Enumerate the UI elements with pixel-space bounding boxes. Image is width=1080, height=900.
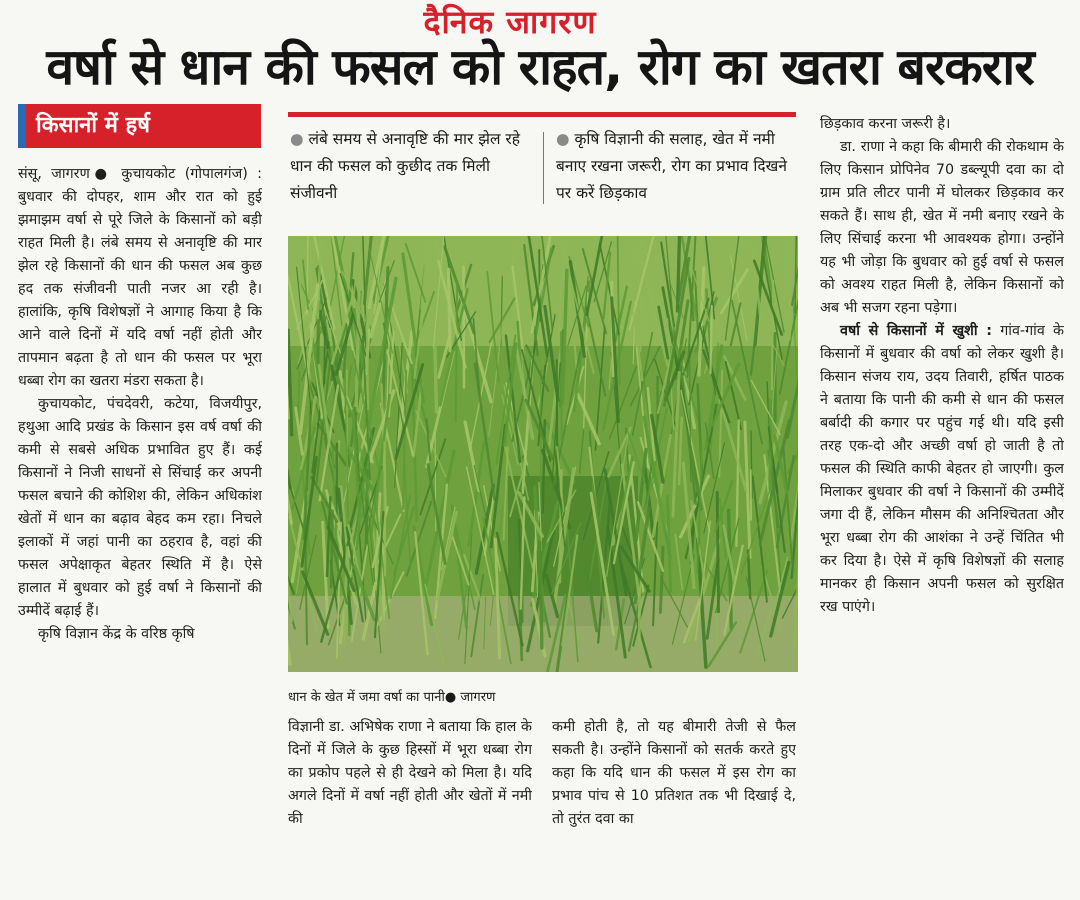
subheading: वर्षा से किसानों में खुशी :	[840, 323, 992, 339]
article-column-2	[288, 716, 532, 898]
article-paragraph: डा. राणा ने कहा कि बीमारी की रोकथाम के लिए किसान प्रोपिनेव 70 डब्ल्यूपी दवा का दो ग्राम प्रति लीटर पानी में घोलकर छिड़काव कर सकते हैं। साथ ही, खेत में नमी बनाए रखने के लिए सिंचाई करना भी आवश्यक होगा। उन्होंने यह भी जोड़ा कि बुधवार को हुई वर्षा से फसल को अवश्य राहत मिली है, लेकिन किसानों को अब भी सजग रहना पड़ेगा।	[820, 139, 1064, 316]
caption-text: धान के खेत में जमा वर्षा का पानी	[288, 690, 445, 705]
article-paragraph	[820, 320, 1064, 619]
caption-bullet-icon: ●	[444, 690, 457, 705]
article-paragraph: संसू, जागरण● कुचायकोट (गोपालगंज) : बुधवार की दोपहर, शाम और रात को हुई झमाझम वर्षा से पूरे जिले के किसानों को बड़ी राहत मिली है। लंबे समय से अनावृष्टि की मार झेल रहे किसानों की धान की फसल अब कुछ हद तक संजीवनी पाती नजर आ रही है। हालांकि, कृषि विशेषज्ञों ने आगाह किया है कि आने वाले दिनों में यदि वर्षा नहीं होती और तापमान बढ़ता है तो धान की फसल पर भूरा धब्बा रोग का खतरा मंडरा सकता है।	[18, 166, 262, 389]
highlight-box-2	[556, 126, 794, 207]
subheading-body: गांव-गांव के किसानों में बुधवार की वर्षा को लेकर खुशी है। किसान संजय राय, उदय तिवारी, हर्षित पाठक ने बताया कि पानी की कमी से धान की फसल बर्बादी की कगार पर पहुंच गई थी। यदि इसी तरह एक-दो और अच्छी वर्षा हो जाती है तो फसल की स्थिति काफी बेहतर हो जाएगी। कुल मिलाकर बुधवार की वर्षा ने किसानों की उम्मीदें जगा दी हैं, लेकिन मौसम की अनिश्चितता और भूरा धब्बा रोग की आशंका ने उन्हें चिंतित भी कर दिया है। ऐसे में कृषि विशेषज्ञों की सलाह मानकर ही किसान अपनी फसल को सुरक्षित रख पाएंगे।	[820, 323, 1064, 615]
headline: वर्षा से धान की फसल को राहत, रोग का खतरा बरकरार	[46, 38, 1034, 96]
masthead-logo: दैनिक जागरण	[423, 3, 597, 41]
kicker-label: किसानों में हर्ष	[36, 113, 150, 138]
article-paragraph: कमी होती है, तो यह बीमारी तेजी से फैल सकती है। उन्होंने किसानों को सतर्क करते हुए कहा कि यदि धान की फसल में इस रोग का प्रभाव पांच से 10 प्रतिशत तक भी दिखाई दे, तो तुरंत दवा का	[552, 719, 796, 827]
article-column-3	[552, 716, 796, 898]
highlight-rule	[288, 112, 796, 117]
highlight-text: लंबे समय से अनावृष्टि की मार झेल रहे धान की फसल को कुछीद तक मिली संजीवनी	[290, 130, 520, 202]
article-column-1	[18, 163, 262, 895]
paddy-field-photo	[288, 236, 798, 672]
bullet-icon: ●	[556, 130, 575, 148]
article-paragraph: छिड़काव करना जरूरी है।	[820, 116, 951, 132]
highlight-box-1	[290, 126, 530, 207]
article-column-4	[820, 113, 1064, 895]
article-paragraph: विज्ञानी डा. अभिषेक राणा ने बताया कि हाल के दिनों में जिले के कुछ हिस्सों में भूरा धब्बा रोग का प्रकोप पहले से ही देखने को मिला है। यदि अगले दिनों में वर्षा नहीं होती और खेतों में नमी की	[288, 719, 532, 827]
paddy-field-image	[288, 236, 798, 672]
caption-credit: जागरण	[460, 690, 496, 705]
highlight-divider	[543, 132, 544, 204]
kicker-box	[18, 104, 261, 148]
article-paragraph: कुचायकोट, पंचदेवरी, कटेया, विजयीपुर, हथुआ आदि प्रखंड के किसान इस वर्ष वर्षा की कमी से सबसे अधिक प्रभावित हुए हैं। कई किसानों ने निजी साधनों से सिंचाई कर अपनी फसल बचाने की कोशिश की, लेकिन अधिकांश खेतों में धान का बढ़ाव बेहद कम रहा। निचले इलाकों में जहां पानी का ठहराव है, वहां की फसल अपेक्षाकृत बेहतर स्थिति में है। ऐसे हालात में बुधवार को हुई वर्षा ने किसानों की उम्मीदें बढ़ाई हैं।	[18, 396, 262, 619]
photo-caption	[288, 688, 588, 708]
highlight-text: कृषि विज्ञानी की सलाह, खेत में नमी बनाए रखना जरूरी, रोग का प्रभाव दिखने पर करें छिड़काव	[556, 130, 787, 202]
article-paragraph: कृषि विज्ञान केंद्र के वरिष्ठ कृषि	[38, 626, 195, 642]
bullet-icon: ●	[290, 130, 309, 148]
